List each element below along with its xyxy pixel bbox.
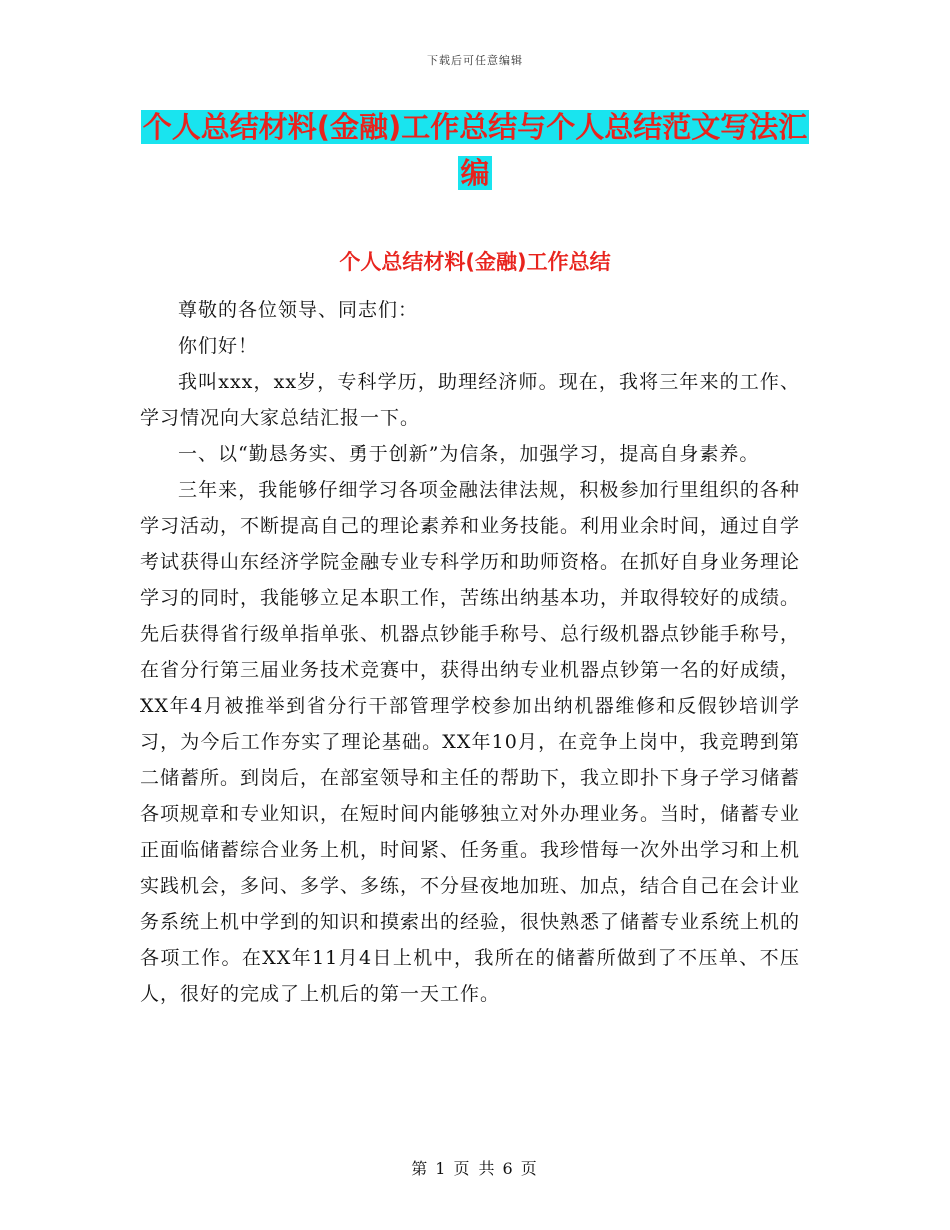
document-body <box>140 292 800 1012</box>
page-footer <box>0 1156 950 1179</box>
paragraph-salutation: 尊敬的各位领导、同志们： <box>178 299 419 321</box>
paragraph-greeting: 你们好！ <box>178 335 259 357</box>
paragraph-body: 三年来，我能够仔细学习各项金融法律法规，积极参加行里组织的各种学习活动，不断提高自己的理论素养和业务技能。利用业余时间，通过自学考试获得山东经济学院金融专业专科学历和助师资格。在抓好自身业务理论学习的同时，我能够立足本职工作，苦练出纳基本功，并取得较好的成绩。先后获得省行级单指单张、机器点钞能手称号、总行级机器点钞能手称号，在省分行第三届业务技术竞赛中，获得出纳专业机器点钞第一名的好成绩，XX年4月被推举到省分行干部管理学校参加出纳机器维修和反假钞培训学习，为今后工作夯实了理论基础。XX年10月，在竞争上岗中，我竞聘到第二储蓄所。到岗后，在部室领导和主任的帮助下，我立即扑下身子学习储蓄各项规章和专业知识，在短时间内能够独立对外办理业务。当时，储蓄专业正面临储蓄综合业务上机，时间紧、任务重。我珍惜每一次外出学习和上机实践机会，多问、多学、多练，不分昼夜地加班、加点，结合自己在会计业务系统上机中学到的知识和摸索出的经验，很快熟悉了储蓄专业系统上机的各项工作。在XX年11月4日上机中，我所在的储蓄所做到了不压单、不压人，很好的完成了上机后的第一天工作。 <box>140 479 801 1005</box>
footer-total-pages: 6 <box>502 1159 515 1178</box>
paragraph-heading-one: 一、以“勤恳务实、勇于创新”为信条，加强学习，提高自身素养。 <box>178 443 760 465</box>
footer-middle: 页 共 <box>453 1159 497 1178</box>
footer-prefix: 第 <box>411 1159 430 1178</box>
paragraph-intro: 我叫xxx，xx岁，专科学历，助理经济师。现在，我将三年来的工作、学习情况向大家总结汇报一下。 <box>140 371 800 429</box>
footer-page-number: 1 <box>435 1159 448 1178</box>
document-title-line1: 个人总结材料(金融)工作总结与个人总结范文写法汇 <box>142 110 808 144</box>
section-title: 个人总结材料(金融)工作总结 <box>339 250 611 274</box>
header-note: 下载后可任意编辑 <box>427 54 523 67</box>
document-title <box>0 104 950 196</box>
footer-suffix: 页 <box>520 1159 539 1178</box>
document-title-line2: 编 <box>460 156 490 190</box>
